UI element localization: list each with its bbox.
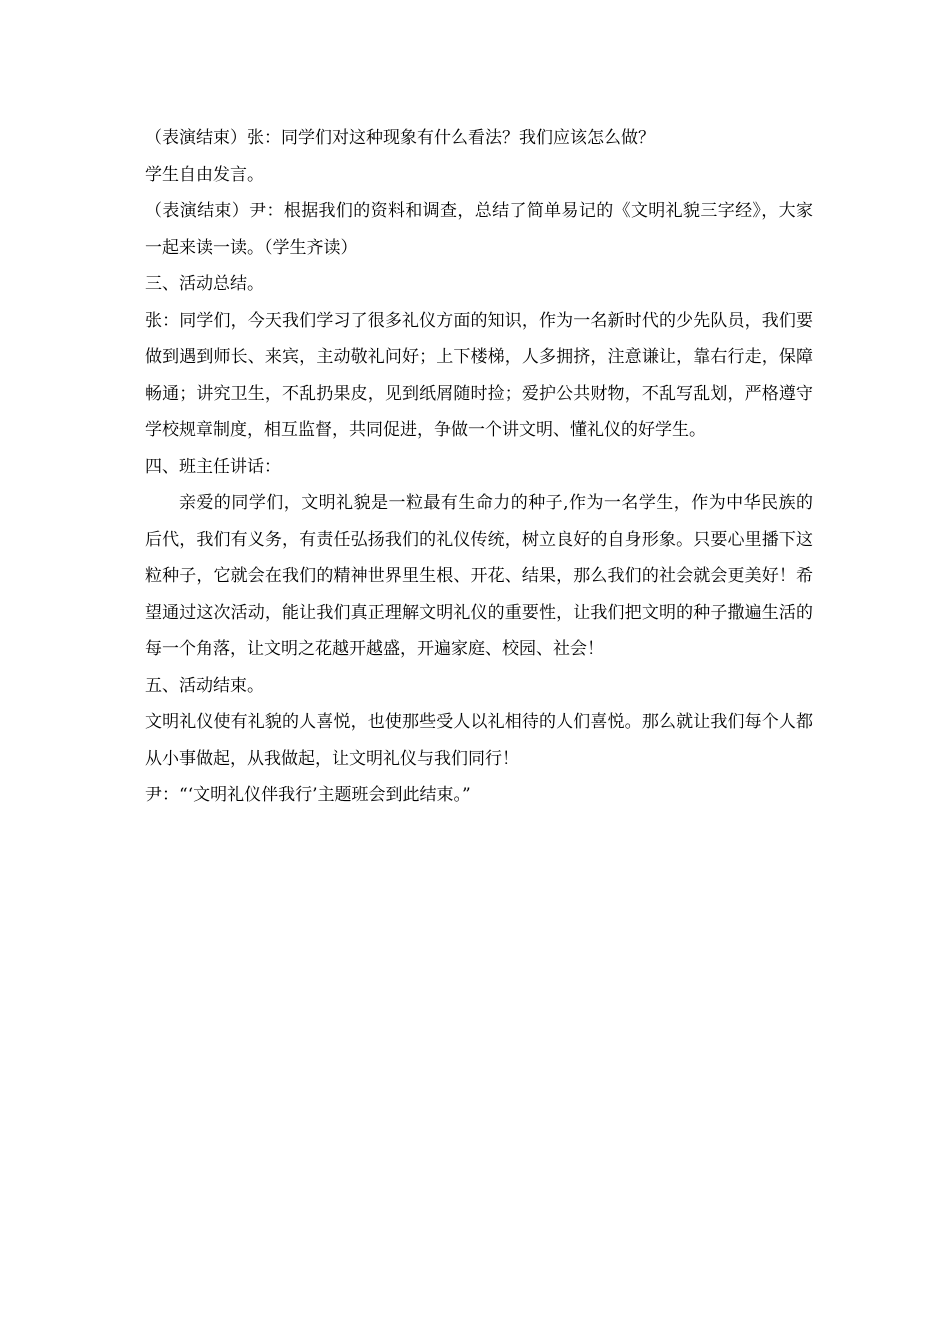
paragraph-teacher-speech: 亲爱的同学们，文明礼貌是一粒最有生命力的种子,作为一名学生，作为中华民族的后代，我们有义务，有责任弘扬我们的礼仪传统，树立良好的自身形象。只要心里播下这粒种子，它就会在我们的精神世界里生根、开花、结果，那么我们的社会就会更美好！希望通过这次活动，能让我们真正理解文明礼仪的重要性，让我们把文明的种子撒遍生活的每一个角落，让文明之花越开越盛，开遍家庭、校园、社会！ bbox=[145, 493, 813, 659]
document-body bbox=[145, 120, 813, 814]
section-heading-teacher-speech: 四、班主任讲话： bbox=[145, 456, 281, 477]
paragraph-closing-remarks: 文明礼仪使有礼貌的人喜悦，也使那些受人以礼相待的人们喜悦。那么就让我们每个人都从小事做起，从我做起，让文明礼仪与我们同行！ bbox=[145, 712, 813, 769]
section-heading-activity-summary: 三、活动总结。 bbox=[145, 274, 264, 294]
paragraph-performance-end-zhang: （表演结束）张：同学们对这种现象有什么看法？我们应该怎么做？ bbox=[145, 128, 655, 148]
paragraph-performance-end-yin: （表演结束）尹：根据我们的资料和调查，总结了简单易记的《文明礼貌三字经》，大家一起来读一读。（学生齐读） bbox=[145, 201, 813, 258]
paragraph-students-speak: 学生自由发言。 bbox=[145, 164, 264, 185]
paragraph-zhang-summary: 张：同学们，今天我们学习了很多礼仪方面的知识，作为一名新时代的少先队员，我们要做到遇到师长、来宾，主动敬礼问好；上下楼梯，人多拥挤，注意谦让，靠右行走，保障畅通；讲究卫生，不乱扔果皮，见到纸屑随时捡；爱护公共财物，不乱写乱划，严格遵守学校规章制度，相互监督，共同促进，争做一个讲文明、懂礼仪的好学生。 bbox=[145, 310, 813, 440]
paragraph-yin-closing: 尹：“‘文明礼仪伴我行’主题班会到此结束。” bbox=[145, 785, 471, 805]
section-heading-activity-end: 五、活动结束。 bbox=[145, 675, 264, 696]
